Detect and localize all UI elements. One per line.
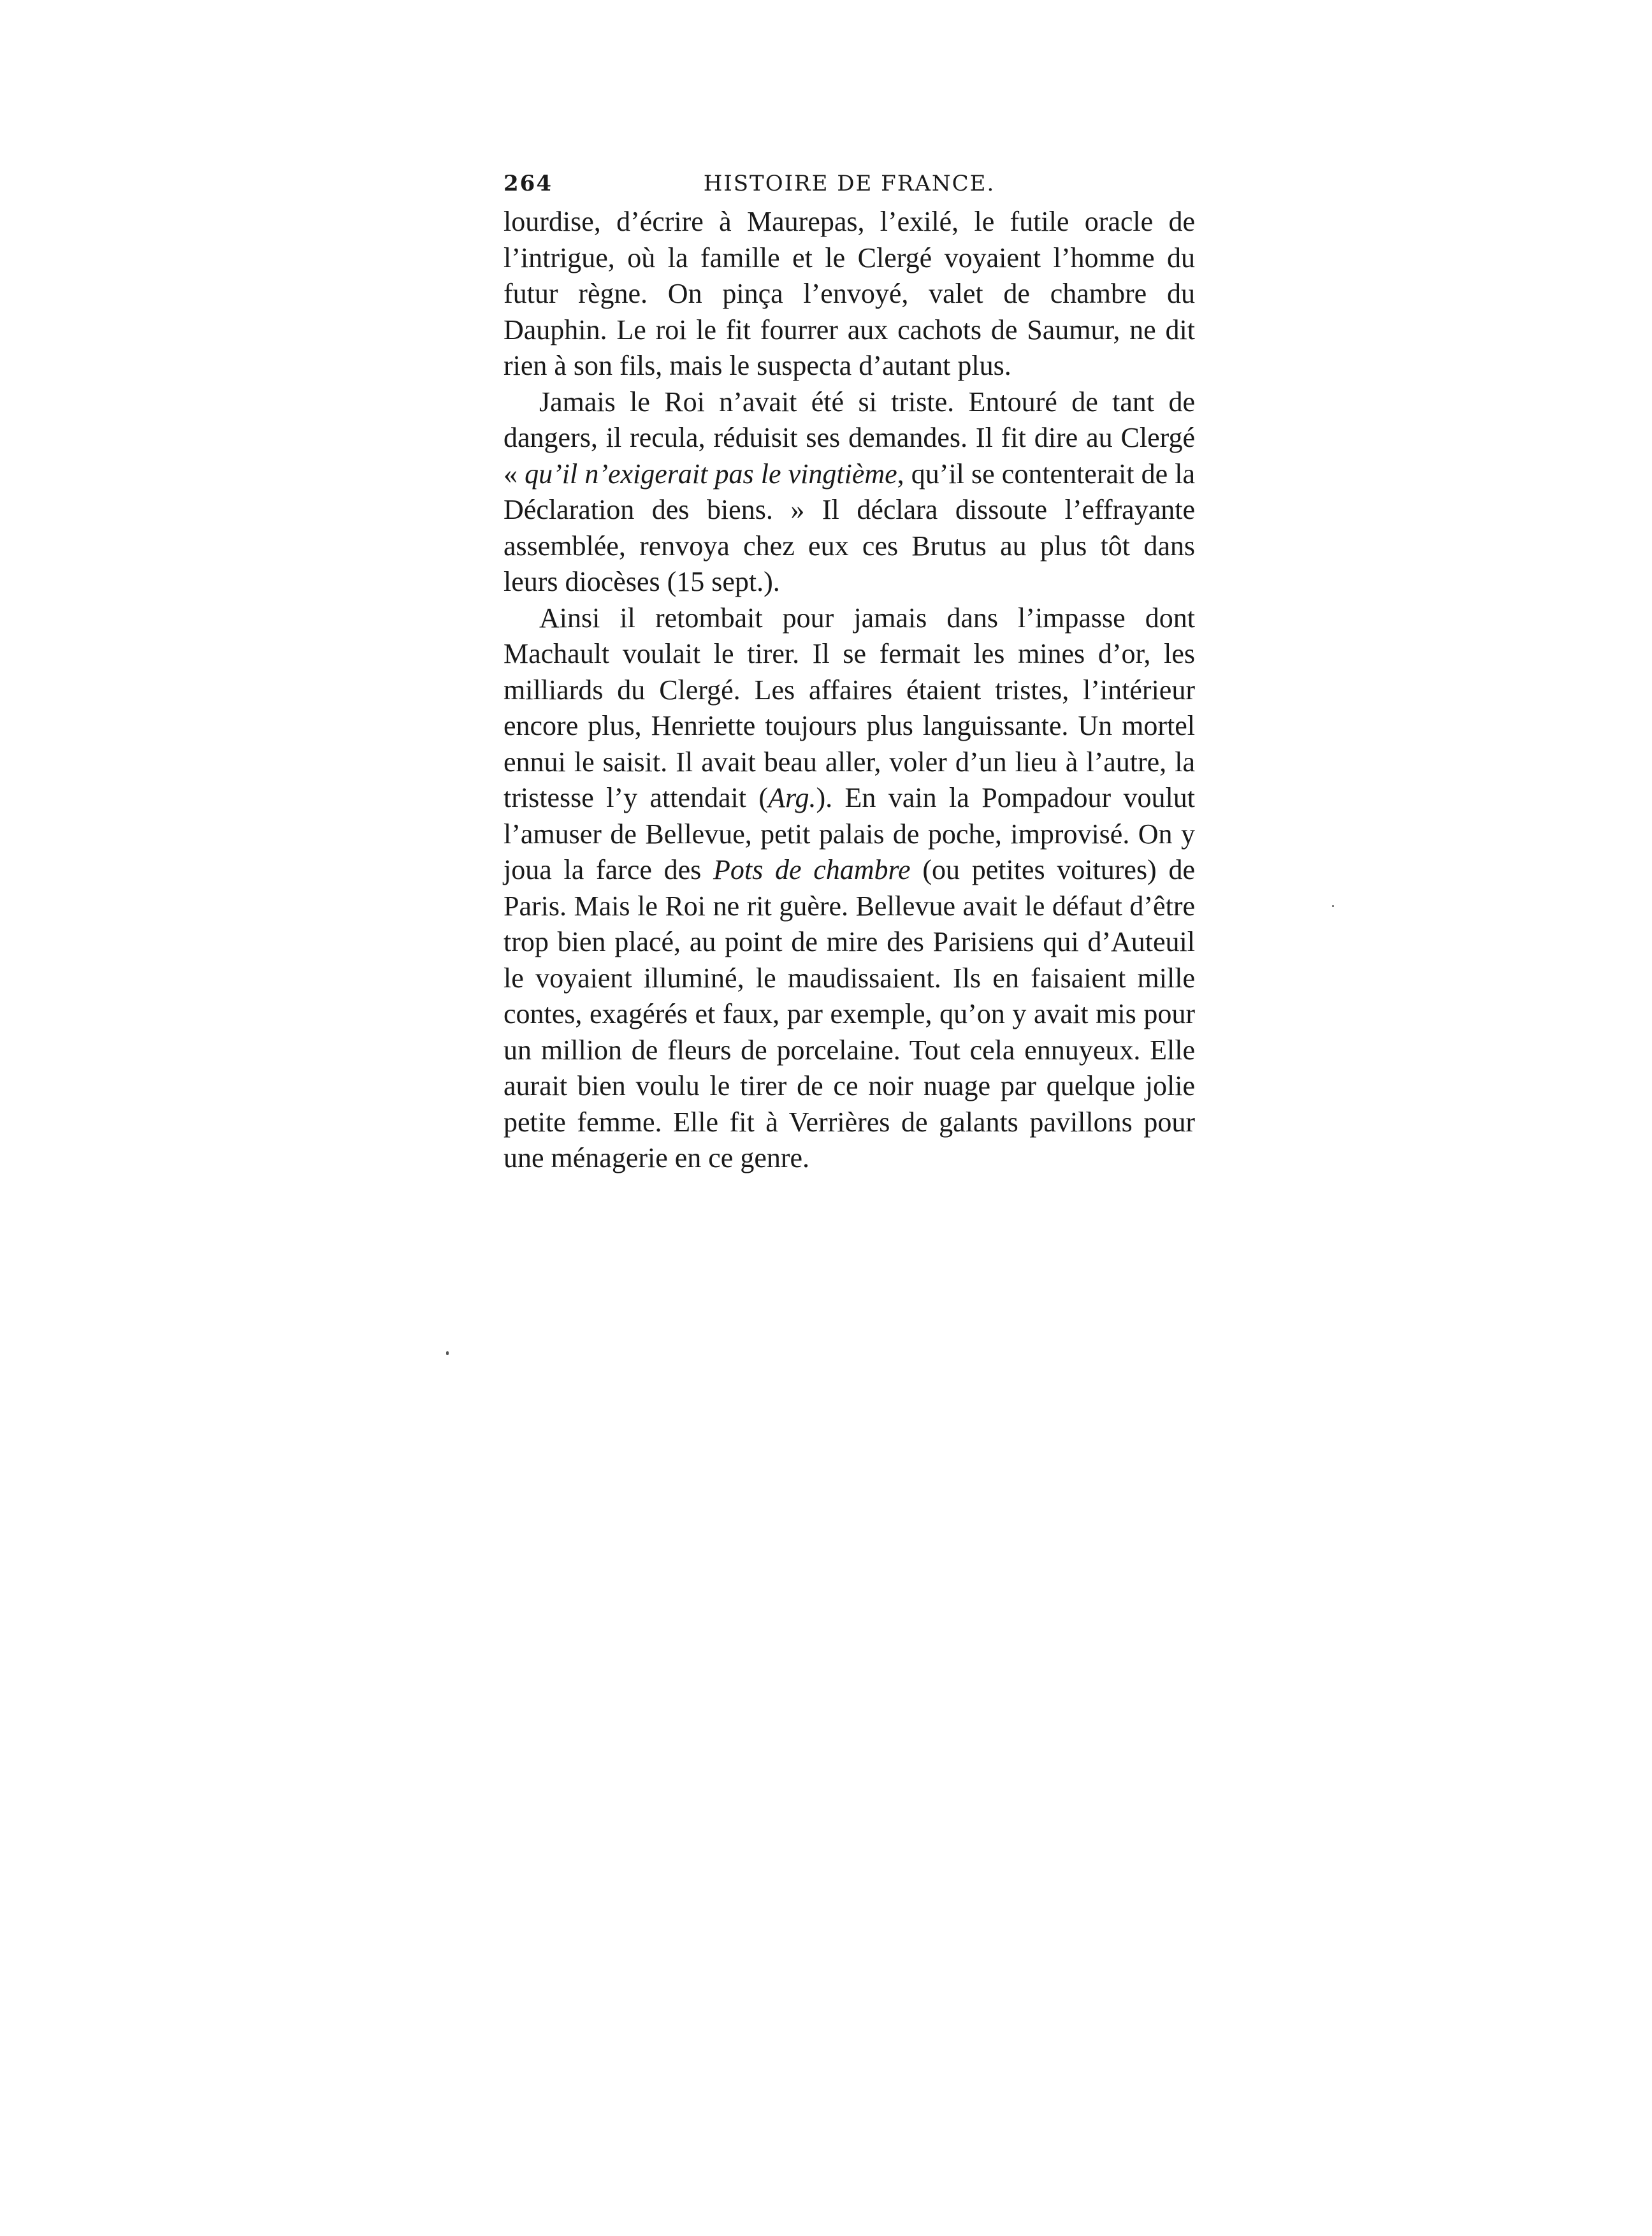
paragraph-3-citation: Arg. bbox=[768, 782, 816, 813]
page-number: 264 bbox=[504, 171, 553, 196]
paragraph-2 bbox=[504, 384, 1195, 600]
paragraph-3-text-a: Ainsi il retombait pour jamais dans l’impasse dont Machault voulait le tirer. Il se fermait les mines d’or, les milliards du Clergé. Les affaires étaient tristes, l’intérieur encore plus, Henriette toujours plus languissante. Un mortel ennui le saisit. Il avait beau aller, voler d’un lieu à l’autre, la tristesse l’y attendait ( bbox=[504, 602, 1195, 813]
paragraph-1-text: lourdise, d’écrire à Maurepas, l’exilé, le futile oracle de l’intrigue, où la famille et le Clergé voyaient l’homme du futur règne. On pinça l’envoyé, valet de chambre du Dauphin. Le roi le fit fourrer aux cachots de Saumur, ne dit rien à son fils, mais le suspecta d’autant plus. bbox=[504, 206, 1195, 381]
running-header bbox=[504, 171, 1195, 209]
paragraph-2-text-a: Jamais le Roi n’avait été si triste. Entouré de tant de dangers, il recula, réduisit ses demandes. Il fit dire au Clergé « bbox=[504, 386, 1195, 490]
scan-speck bbox=[1332, 905, 1334, 907]
paragraph-2-text-b: , qu’il se contenterait de la Déclaration des biens. » Il déclara dissoute l’effrayante assemblée, renvoya chez eux ces Brutus au plus tôt dans leurs diocèses (15 sept.). bbox=[504, 458, 1195, 597]
paragraph-3-text-b: ). En vain la Pompadour voulut l’amuser de Bellevue, petit palais de poche, improvisé. On y joua la farce des bbox=[504, 782, 1195, 885]
paragraph-2-quote: qu’il n’exigerait pas le vingtième bbox=[525, 458, 897, 490]
paragraph-1 bbox=[504, 204, 1195, 384]
paragraph-3 bbox=[504, 600, 1195, 1177]
running-title: HISTOIRE DE FRANCE. bbox=[703, 171, 996, 196]
body-text bbox=[504, 204, 1195, 1177]
paragraph-3-play-title: Pots de chambre bbox=[713, 854, 911, 885]
scan-speck bbox=[446, 1351, 449, 1355]
paragraph-3-text-c: (ou petites voitures) de Paris. Mais le Roi ne rit guère. Bellevue avait le défaut d’être trop bien placé, au point de mire des Parisiens qui d’Auteuil le voyaient illuminé, le maudissaient. Ils en faisaient mille contes, exagérés et faux, par exemple, qu’on y avait mis pour un million de fleurs de porcelaine. Tout cela ennuyeux. Elle aurait bien voulu le tirer de ce noir nuage par quelque jolie petite femme. Elle fit à Verrières de galants pavillons pour une ménagerie en ce genre. bbox=[504, 854, 1195, 1173]
